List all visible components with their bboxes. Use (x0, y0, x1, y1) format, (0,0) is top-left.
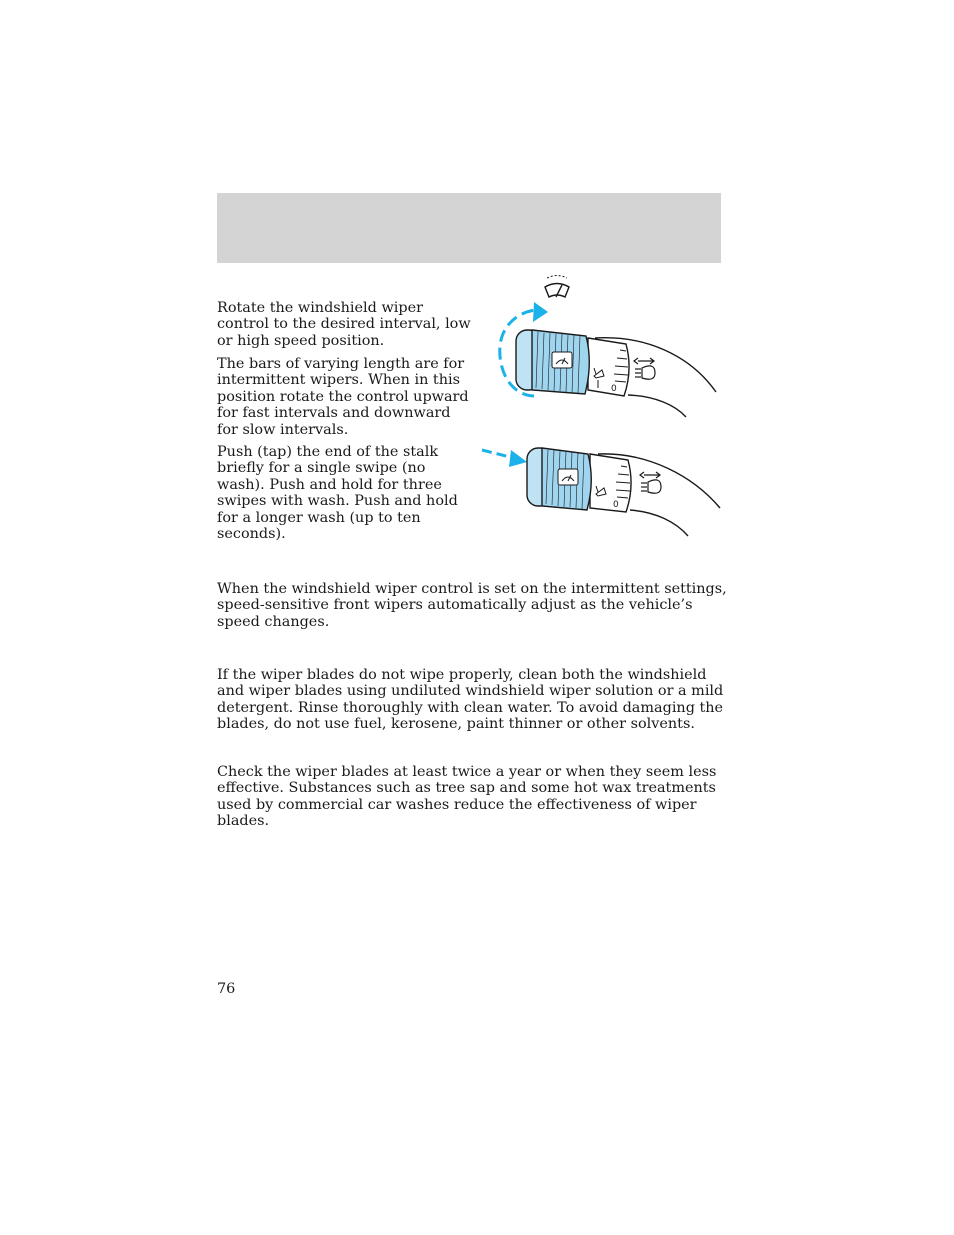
paragraph-checking: Check the wiper blades at least twice a year or when they seem less effective. Substances such as tree sap and some hot wax treatments used by commercial car washes reduce the effectiveness of wiper blades. (217, 764, 717, 830)
svg-text:0: 0 (611, 384, 617, 394)
instruction-rotate: Rotate the windshield wiper control to the desired interval, low or high speed position. (217, 300, 471, 349)
headlamp-icon (640, 472, 661, 493)
header-band (217, 193, 721, 263)
paragraph-cleaning: If the wiper blades do not wipe properly, clean both the windshield and wiper blades using undiluted windshield wiper solution or a mild detergent. Rinse thoroughly with clean water. To avoid damaging the blades, do not use fuel, kerosene, paint thinner or other solvents. (217, 667, 724, 733)
paragraph-speed-sensitive: When the windshield wiper control is set on the intermittent settings, speed-sensitive front wipers automatically adjust as the vehicle’s speed changes. (217, 581, 727, 630)
svg-text:0: 0 (613, 500, 619, 510)
windshield-wiper-icon (545, 276, 569, 298)
push-arrow-icon (482, 450, 527, 467)
wiper-push-illustration (478, 436, 728, 540)
instruction-intermittent: The bars of varying length are for intermittent wipers. When in this position rotate the control upward for fast intervals and downward for slow intervals. (217, 356, 469, 438)
wiper-rotate-illustration (490, 270, 725, 430)
page-number: 76 (217, 981, 236, 997)
headlamp-icon (634, 358, 655, 379)
instruction-push: Push (tap) the end of the stalk briefly for a single swipe (no wash). Push and hold for three swipes with wash. Push and hold for a longer wash (up to ten seconds). (217, 444, 458, 543)
